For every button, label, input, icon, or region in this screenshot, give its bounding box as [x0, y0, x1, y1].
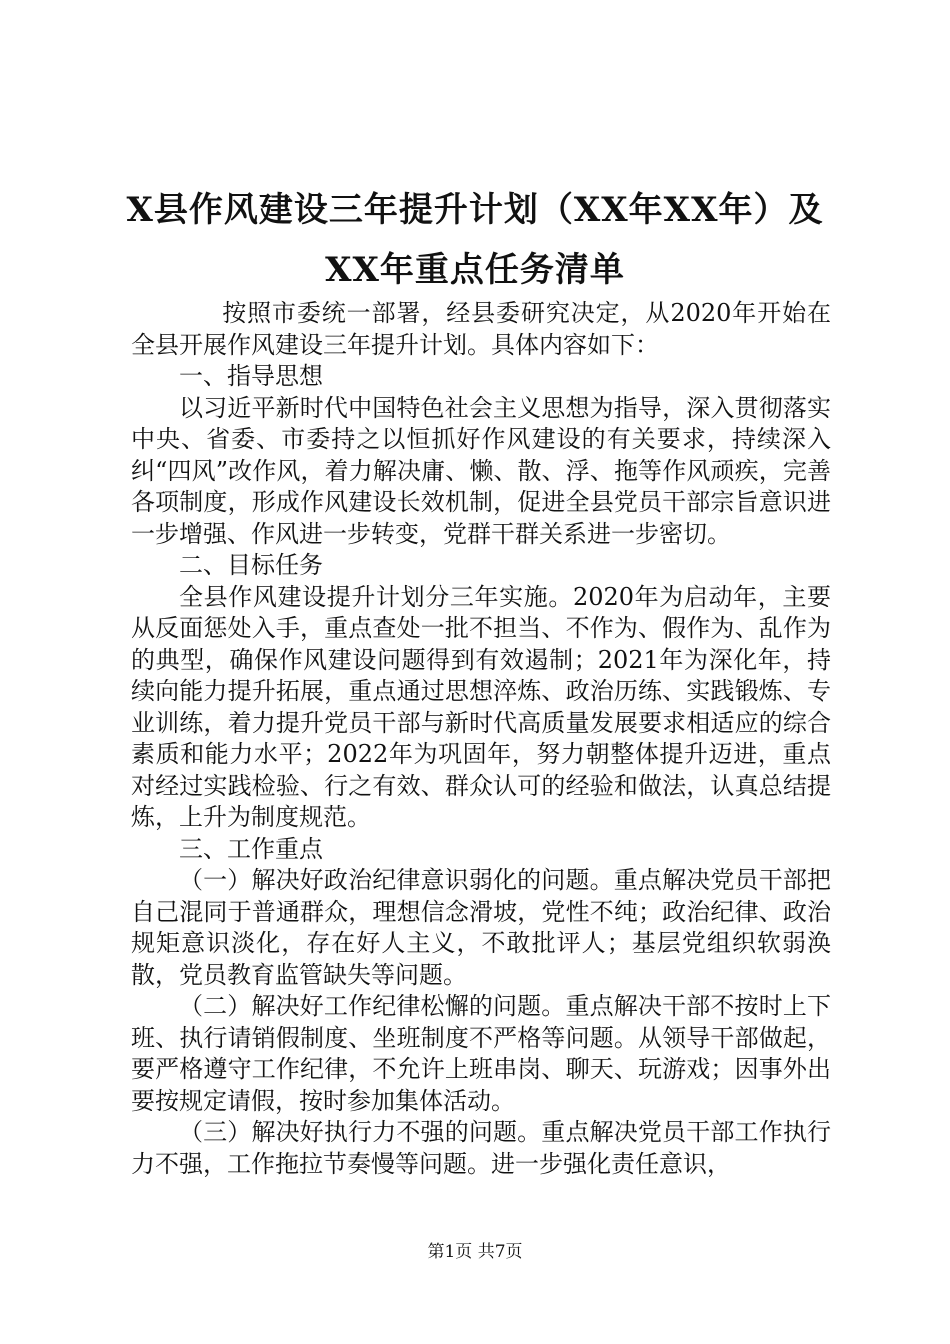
work-focus-item-3: （三）解决好执行力不强的问题。重点解决党员干部工作执行力不强，工作拖拉节奏慢等问题。进一步强化责任意识，: [131, 1118, 831, 1178]
intro-paragraph: 按照市委统一部署，经县委研究决定，从2020年开始在全县开展作风建设三年提升计划。具体内容如下：: [131, 299, 831, 359]
section-heading-work-focus: 三、工作重点: [179, 834, 323, 863]
page-footer: 第1页 共7页: [427, 1242, 523, 1262]
section-heading-guiding-ideology: 一、指导思想: [179, 362, 323, 390]
work-focus-item-1: （一）解决好政治纪律意识弱化的问题。重点解决党员干部把自己混同于普通群众，理想信念滑坡，党性不纯；政治纪律、政治规矩意识淡化，存在好人主义，不敢批评人；基层党组织软弱涣散，党员教育监管缺失等问题。: [131, 866, 831, 989]
work-focus-item-2: （二）解决好工作纪律松懈的问题。重点解决干部不按时上下班、执行请销假制度、坐班制度不严格等问题。从领导干部做起，要严格遵守工作纪律，不允许上班串岗、聊天、玩游戏；因事外出要按规定请假，按时参加集体活动。: [131, 992, 831, 1115]
section-heading-goals: 二、目标任务: [179, 551, 323, 579]
document-title-line-1: X县作风建设三年提升计划（XX年XX年）及: [126, 190, 824, 230]
guiding-ideology-paragraph: 以习近平新时代中国特色社会主义思想为指导，深入贯彻落实中央、省委、市委持之以恒抓好作风建设的有关要求，持续深入纠“四风”改作风，着力解决庸、懒、散、浮、拖等作风顽疾，完善各项制度，形成作风建设长效机制，促进全县党员干部宗旨意识进一步增强、作风进一步转变，党群干群关系进一步密切。: [131, 393, 831, 548]
goals-paragraph: 全县作风建设提升计划分三年实施。2020年为启动年，主要从反面惩处入手，重点查处一批不担当、不作为、假作为、乱作为的典型，确保作风建设问题得到有效遏制；2021年为深化年，持续向能力提升拓展，重点通过思想淬炼、政治历练、实践锻炼、专业训练，着力提升党员干部与新时代高质量发展要求相适应的综合素质和能力水平；2022年为巩固年，努力朝整体提升迈进，重点对经过实践检验、行之有效、群众认可的经验和做法，认真总结提炼，上升为制度规范。: [131, 582, 831, 831]
document-body: [131, 298, 831, 1180]
document-title-line-2: XX年重点任务清单: [325, 250, 625, 290]
